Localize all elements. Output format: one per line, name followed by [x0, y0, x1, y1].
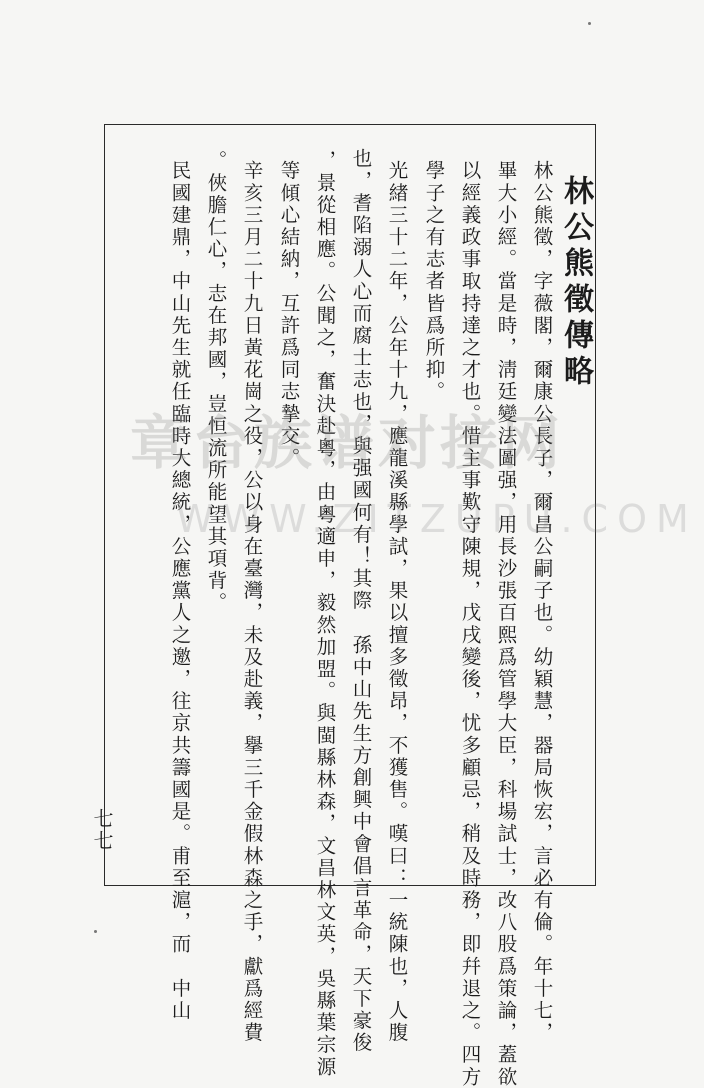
scan-speck: [588, 22, 591, 25]
text-column-6: 也，耆陷溺人心而腐士志也，與强國何有！其際 孫中山先生方創興中會倡言革命，天下豪俊: [349, 148, 373, 1055]
text-column-2: 畢大小經。當是時，淸廷變法圖强，用長沙張百熙爲管學大臣，科場試士，改八股爲策論，蓋欲: [494, 160, 518, 1088]
watermark-url: WWW.ZITZUPU.COM: [176, 497, 698, 541]
text-column-1: 林公熊徵，字薇閣，爾康公長子，爾昌公嗣子也。幼穎慧，器局恢宏，言必有倫。年十七，: [530, 160, 554, 1044]
document-title: 林公熊徵傳略: [558, 175, 593, 391]
page-number: 七七: [90, 808, 114, 852]
text-column-4: 學子之有志者皆爲所抑。: [422, 160, 446, 404]
watermark-text: 章台族谱对接网: [130, 409, 565, 477]
scan-speck: [94, 930, 97, 933]
text-column-7: ，景從相應。公聞之，奮決赴粵，由粵適申，毅然加盟。與閩縣林森，文昌林文英，吳縣葉宗源: [313, 150, 337, 1079]
text-column-10: 。俠膽仁心，志在邦國，豈恒流所能望其項背。: [204, 150, 228, 615]
text-column-11: 民國建鼎，中山先生就任臨時大總統，公應黨人之邀，往京共籌國是。甫至滬，而 中山: [168, 160, 192, 1022]
text-column-8: 等傾心結納，互許爲同志摯交。: [277, 160, 301, 470]
text-column-5: 光緖三十二年，公年十九，應龍溪縣學試，果以擅多徵昂，不獲售。嘆曰：一統陳也，人腹: [385, 160, 409, 1044]
text-column-3: 以經義政事取持達之才也。惜主事歎守陳規，戊戌變後，忧多顧忌，稍及時務，即幷退之。四方: [458, 160, 482, 1088]
text-column-9: 辛亥三月二十九日黃花崗之役，公以身在臺灣，未及赴義，擧三千金假林森之手，獻爲經費: [240, 160, 264, 1044]
